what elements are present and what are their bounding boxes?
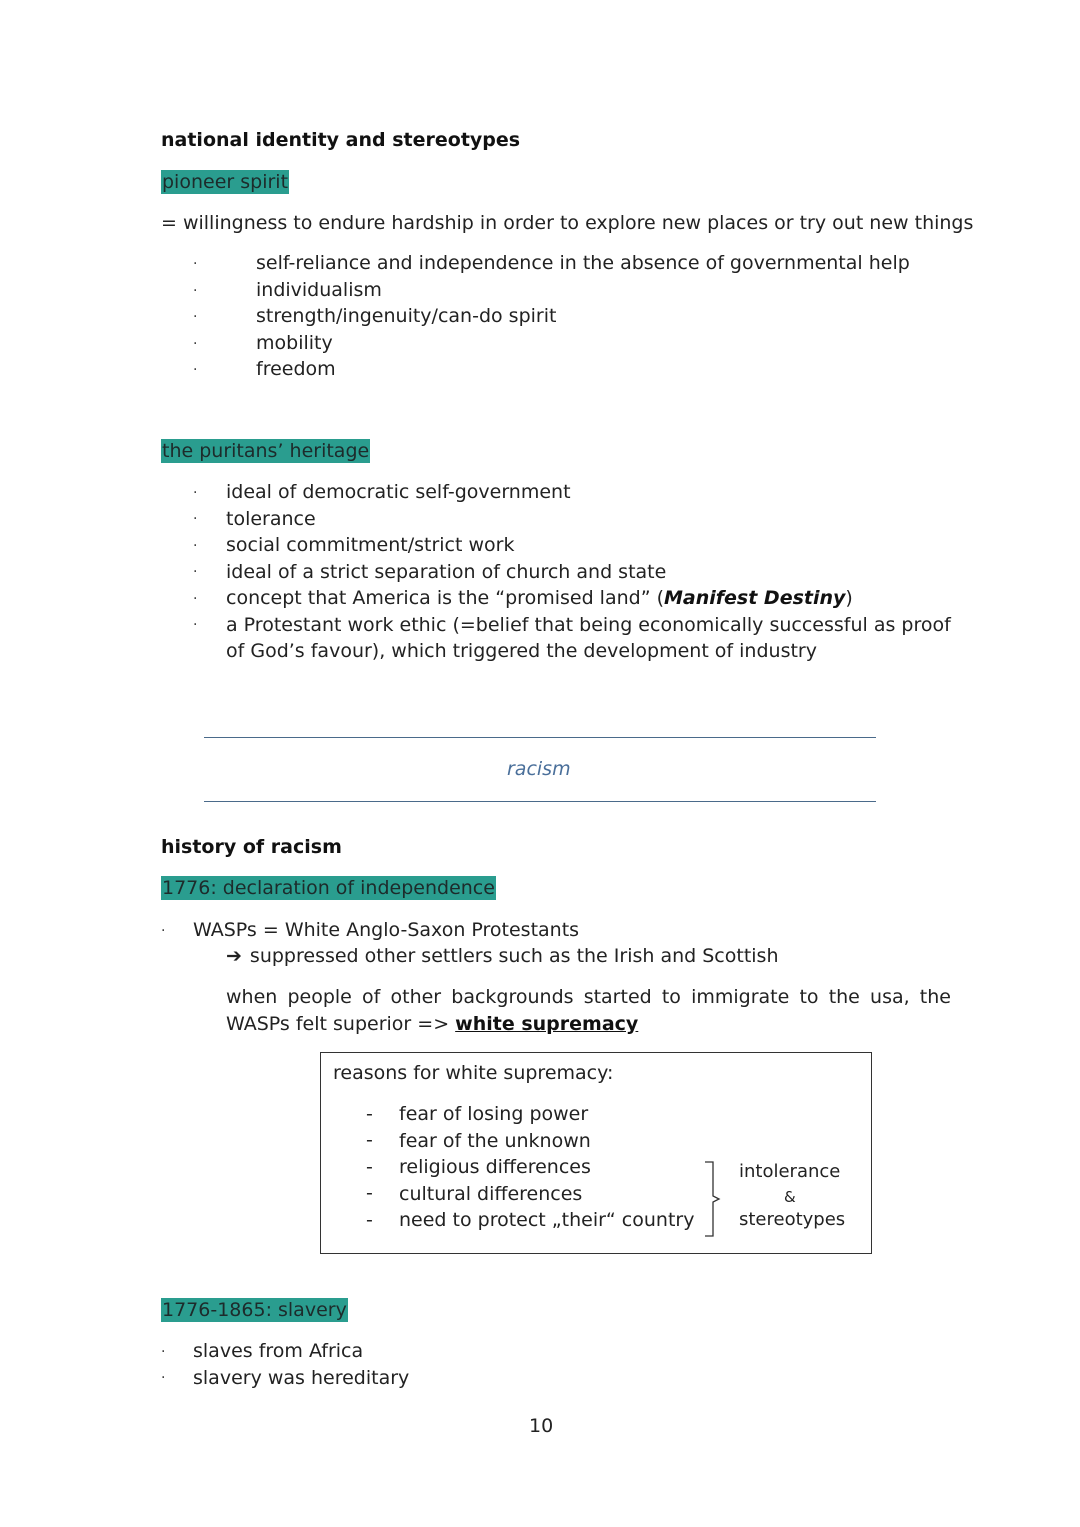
section-title-history-of-racism: history of racism: [161, 836, 342, 858]
result-intolerance: intolerance: [739, 1161, 841, 1182]
bullet: ·: [193, 591, 198, 607]
highlight-slavery: 1776-1865: slavery: [162, 1299, 347, 1321]
list-item: fear of the unknown: [399, 1129, 591, 1152]
list-item: a Protestant work ethic (=belief that being economically successful as proof: [226, 613, 951, 636]
list-item: freedom: [256, 358, 336, 380]
highlight-puritans-heritage: the puritans’ heritage: [162, 440, 370, 462]
manifest-destiny: Manifest Destiny: [664, 587, 846, 609]
result-ampersand: &: [784, 1188, 796, 1206]
bullet: ·: [193, 511, 198, 527]
suppressed-text: suppressed other settlers such as the Irish and Scottish: [249, 945, 779, 967]
list-item: ideal of democratic self-government: [226, 481, 571, 503]
bullet: ·: [193, 362, 198, 378]
list-item: social commitment/strict work: [226, 534, 515, 556]
list-item: strength/ingenuity/can-do spirit: [256, 305, 557, 327]
list-item-continuation: of God’s favour), which triggered the development of industry: [226, 640, 817, 662]
bullet: ·: [193, 256, 198, 272]
page-number: 10: [529, 1415, 554, 1437]
immigrate-line-2: [226, 1011, 638, 1038]
divider-top-line: [204, 737, 876, 738]
result-stereotypes: stereotypes: [739, 1209, 846, 1230]
wasps-definition: WASPs = White Anglo-Saxon Protestants: [193, 919, 580, 941]
bullet: ·: [193, 283, 198, 299]
suppressed-line: [226, 943, 779, 970]
list-item: slavery was hereditary: [193, 1366, 410, 1389]
list-item: mobility: [256, 331, 333, 354]
list-item: cultural differences: [399, 1182, 583, 1205]
promised-prefix: concept that America is the “promised land” (: [226, 587, 664, 609]
arrow-right-icon: ➔: [226, 945, 242, 967]
list-item: self-reliance and independence in the absence of governmental help: [256, 252, 910, 274]
bullet: ·: [193, 309, 198, 325]
immigrate-prefix: WASPs felt superior =>: [226, 1013, 456, 1035]
list-item: need to protect „their“ country: [399, 1209, 695, 1231]
dash: -: [366, 1103, 373, 1125]
dash: -: [366, 1209, 373, 1231]
dash: -: [366, 1156, 373, 1178]
bullet: ·: [161, 923, 166, 939]
divider-title-racism: racism: [507, 758, 571, 780]
immigrate-text-1: when people of other backgrounds started to immigrate to the usa, the: [226, 986, 951, 1008]
bullet: ·: [193, 564, 198, 580]
list-item: fear of losing power: [399, 1103, 589, 1125]
list-item: religious differences: [399, 1156, 591, 1178]
bullet: ·: [193, 617, 198, 633]
promised-suffix: ): [845, 587, 853, 609]
divider-bottom-line: [204, 801, 876, 802]
bullet: ·: [161, 1344, 166, 1360]
highlight-pioneer-spirit: pioneer spirit: [162, 171, 289, 193]
pioneer-definition: = willingness to endure hardship in order to explore new places or try out new things: [161, 212, 974, 234]
bullet: ·: [161, 1370, 166, 1386]
bullet: ·: [193, 336, 198, 352]
list-item: [226, 585, 951, 612]
reasons-heading: reasons for white supremacy:: [333, 1062, 614, 1084]
immigrate-line-1: [226, 984, 951, 1011]
white-supremacy-term: white supremacy: [455, 1013, 639, 1035]
highlight-declaration: 1776: declaration of independence: [162, 877, 495, 899]
section-title-national-identity: national identity and stereotypes: [161, 129, 521, 151]
curly-brace-icon: [703, 1160, 723, 1238]
bullet: ·: [193, 485, 198, 501]
list-item: individualism: [256, 278, 382, 301]
bullet: ·: [193, 538, 198, 554]
list-item: tolerance: [226, 507, 316, 530]
dash: -: [366, 1182, 373, 1204]
list-item: slaves from Africa: [193, 1340, 364, 1362]
dash: -: [366, 1129, 373, 1151]
list-item: ideal of a strict separation of church and state: [226, 560, 667, 583]
